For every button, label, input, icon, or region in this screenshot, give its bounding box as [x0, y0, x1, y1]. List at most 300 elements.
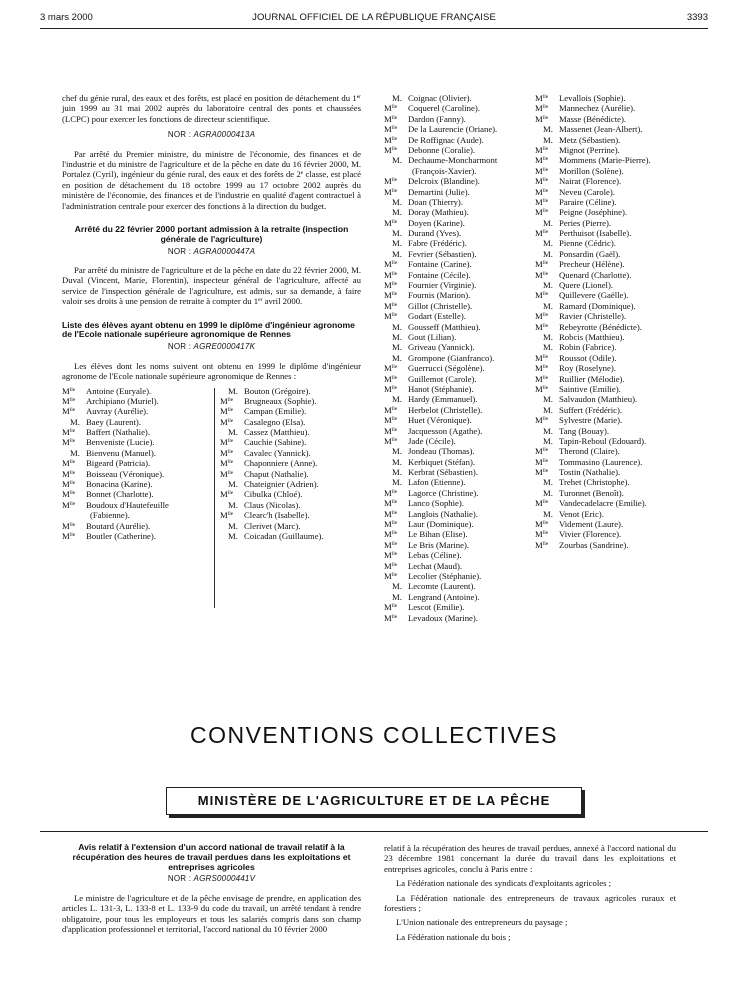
civility: $M^{lle}$ [384, 144, 398, 155]
student-name: Bienvenu (Manuel). [86, 447, 156, 458]
civility: $M^{lle}$ [384, 529, 398, 540]
list-item [384, 228, 524, 238]
student-name: Videment (Laure). [559, 519, 624, 530]
list-item [384, 114, 524, 124]
civility: M. [392, 321, 402, 332]
page-number: 3393 [686, 12, 708, 23]
list-item [62, 396, 212, 406]
list-item [384, 207, 524, 217]
student-name: Clerivet (Marc). [244, 520, 301, 531]
list-item [62, 479, 212, 489]
civility: $M^{lle}$ [384, 217, 398, 228]
civility: M. [543, 248, 553, 259]
civility: M. [392, 228, 402, 239]
list-item [384, 602, 524, 612]
nor-reference-3: NOR : AGRE0000417K [167, 342, 256, 352]
civility: $M^{lle}$ [384, 124, 398, 135]
arrete-retraite-heading: Arrêté du 22 février 2000 portant admission à la retraite (inspection générale de l'agriculture) [74, 224, 349, 244]
civility: $M^{lle}$ [535, 467, 549, 478]
list-item [535, 529, 675, 539]
civility: $M^{lle}$ [535, 196, 549, 207]
student-name: Demartini (Julie). [408, 186, 470, 197]
student-name: Guillemot (Carole). [408, 373, 477, 384]
list-item [384, 592, 524, 602]
student-name: Huet (Véronique). [408, 415, 472, 426]
student-name: Bigeard (Patricia). [86, 458, 151, 469]
student-name: Salvaudon (Matthieu). [559, 394, 638, 405]
civility: $M^{lle}$ [62, 489, 76, 500]
student-name: Fontaine (Carine). [408, 259, 472, 270]
eleves-list-a [62, 386, 212, 542]
list-item [535, 363, 675, 373]
student-name: Ramard (Dominique). [559, 300, 636, 311]
student-name: Fournis (Marion). [408, 290, 471, 301]
civility: M. [392, 446, 402, 457]
avis-party-1: La Fédération nationale des syndicats d'exploitants agricoles ; [396, 878, 612, 889]
student-name: Tommasino (Laurence). [559, 456, 643, 467]
civility: $M^{lle}$ [535, 165, 549, 176]
student-name: Hanot (Stéphanie). [408, 383, 474, 394]
civility: M. [543, 477, 553, 488]
civility: $M^{lle}$ [62, 427, 76, 438]
civility: $M^{lle}$ [535, 228, 549, 239]
avis-paragraph: Le ministre de l'agriculture et de la pêche envisage de prendre, en application des articles L. 131-3, L. 133-8 et L. 133-9 du code du travail, un arrêté tendant à rendre obligatoire, pour tous les employeurs et tous les salariés compris dans son champ d'application professionnel et territorial, l'accord national du 10 février 2000 [62, 892, 361, 935]
student-name: Fournier (Virginie). [408, 280, 477, 291]
list-item [62, 489, 212, 499]
list-item [220, 458, 360, 468]
student-name: Peigne (Joséphine). [559, 207, 628, 218]
civility: $M^{lle}$ [535, 155, 549, 166]
list-item [384, 249, 524, 259]
civility: $M^{lle}$ [384, 415, 398, 426]
civility: $M^{lle}$ [384, 311, 398, 322]
civility: M. [543, 425, 553, 436]
student-name: Kerbrat (Sébastien). [408, 467, 478, 478]
list-item [62, 417, 212, 427]
list-item [384, 353, 524, 363]
student-name: Langlois (Nathalie). [408, 508, 478, 519]
civility: $M^{lle}$ [384, 508, 398, 519]
civility: $M^{lle}$ [384, 383, 398, 394]
civility: M. [70, 447, 80, 458]
civility: M. [228, 499, 238, 510]
student-name: De Roffignac (Aude). [408, 134, 484, 145]
list-item [535, 384, 675, 394]
avis-heading: Avis relatif à l'extension d'un accord national de travail relatif à la récupération des heures de travail perdues dans les exploitations et entreprises agricoles [72, 842, 351, 872]
student-name: Fabre (Frédéric). [408, 238, 467, 249]
civility: M. [228, 385, 238, 396]
civility: $M^{lle}$ [535, 352, 549, 363]
student-name: Tapin-Reboul (Edouard). [559, 435, 647, 446]
list-item [220, 386, 360, 396]
student-name: Metz (Sébastien). [559, 134, 621, 145]
civility: $M^{lle}$ [535, 446, 549, 457]
list-item [220, 406, 360, 416]
student-name: Bonacina (Karine). [86, 479, 153, 490]
list-item [220, 489, 360, 499]
list-item [62, 500, 212, 510]
student-name: Lescot (Emilie). [408, 602, 465, 613]
student-name: Roy (Roselyne). [559, 363, 616, 374]
student-name: Lechat (Maud). [408, 560, 463, 571]
student-name: Cassez (Matthieu). [244, 427, 310, 438]
student-name: Quenard (Charlotte). [559, 269, 632, 280]
student-name: Suffert (Frédéric). [559, 404, 623, 415]
avis-continuation: relatif à la récupération des heures de travail perdues, annexé à l'accord national du 23 décembre 1981 concernant la durée du travail dans les exploitations et entreprises agricoles, conclu à Paris entre : [384, 843, 676, 874]
student-name: Bonnet (Charlotte). [86, 489, 154, 500]
civility: M. [392, 456, 402, 467]
student-name: Trehet (Christophe). [559, 477, 630, 488]
civility: M. [543, 217, 553, 228]
student-name: Tostin (Nathalie). [559, 467, 621, 478]
eleves-list-c [384, 93, 524, 623]
student-name: Doyen (Karine). [408, 217, 465, 228]
list-item [535, 249, 675, 259]
student-name: Laur (Dominique). [408, 519, 474, 530]
civility: M. [543, 280, 553, 291]
student-name: Baey (Laurent). [86, 416, 141, 427]
list-item [384, 436, 524, 446]
civility: $M^{lle}$ [384, 602, 398, 613]
civility: $M^{lle}$ [384, 290, 398, 301]
student-name: Gillot (Christelle). [408, 300, 473, 311]
list-item [535, 114, 675, 124]
list-item [535, 436, 675, 446]
list-item [384, 93, 524, 103]
list-item [62, 406, 212, 416]
civility: M. [543, 394, 553, 405]
student-name: Jade (Cécile). [408, 435, 456, 446]
list-item [384, 540, 524, 550]
student-name: Antoine (Euryale). [86, 385, 152, 396]
civility: M. [392, 342, 402, 353]
student-name: Cavalec (Yannick). [244, 447, 311, 458]
eleves-list-b [220, 386, 360, 542]
civility: $M^{lle}$ [384, 435, 398, 446]
list-item [220, 427, 360, 437]
student-name: Ruillier (Mélodie). [559, 373, 625, 384]
civility: $M^{lle}$ [62, 530, 76, 541]
list-item [62, 458, 212, 468]
civility: $M^{lle}$ [535, 373, 549, 384]
student-name: Venot (Eric). [559, 508, 604, 519]
list-item [384, 332, 524, 342]
list-item [384, 394, 524, 404]
student-name: Nairat (Florence). [559, 176, 622, 187]
list-item [384, 270, 524, 280]
civility: $M^{lle}$ [220, 447, 234, 458]
list-item [220, 437, 360, 447]
list-item [535, 405, 675, 415]
list-item [384, 197, 524, 207]
column-left [62, 93, 361, 616]
student-name: Neveu (Carole). [559, 186, 615, 197]
student-name: Sylvestre (Marie). [559, 415, 623, 426]
student-name: Clearc'h (Isabelle). [244, 510, 310, 521]
list-item [384, 467, 524, 477]
list-item [384, 301, 524, 311]
civility: $M^{lle}$ [384, 498, 398, 509]
student-name: Coignac (Olivier). [408, 93, 472, 103]
student-name: Lecolier (Stéphanie). [408, 570, 482, 581]
student-name: Doray (Mathieu). [408, 207, 469, 218]
section-title: CONVENTIONS COLLECTIVES [189, 722, 559, 748]
civility: $M^{lle}$ [220, 510, 234, 521]
list-item [384, 561, 524, 571]
student-name: Le Bris (Marine). [408, 539, 470, 550]
list-item [535, 135, 675, 145]
civility: $M^{lle}$ [535, 290, 549, 301]
list-item [384, 415, 524, 425]
list-item [535, 166, 675, 176]
civility: M. [392, 238, 402, 249]
civility: $M^{lle}$ [535, 176, 549, 187]
student-name: Levadoux (Marine). [408, 612, 478, 623]
student-name: Lengrand (Antoine). [408, 591, 480, 602]
civility: $M^{lle}$ [384, 113, 398, 124]
student-name: Casalegno (Elsa). [244, 416, 306, 427]
list-item [62, 469, 212, 479]
student-name: Precheur (Hélène). [559, 259, 625, 270]
liste-eleves-intro: Les élèves dont les noms suivent ont obtenu en 1999 le diplôme d'ingénieur agronome de l'Ecole nationale supérieure agronomique de Rennes : [62, 360, 361, 382]
civility: M. [392, 331, 402, 342]
civility: $M^{lle}$ [535, 456, 549, 467]
student-name: Boudoux d'Hautefeuille [86, 499, 169, 510]
civility: $M^{lle}$ [62, 385, 76, 396]
list-item [220, 417, 360, 427]
avis-party-2: La Fédération nationale des entrepreneurs de travaux agricoles ruraux et forestiers ; [384, 892, 676, 914]
civility: $M^{lle}$ [384, 487, 398, 498]
student-name: Paraire (Céline). [559, 196, 617, 207]
list-item [535, 488, 675, 498]
civility: $M^{lle}$ [220, 437, 234, 448]
list-item: (François-Xavier). [412, 165, 477, 176]
civility: $M^{lle}$ [62, 437, 76, 448]
student-name: Morillon (Solène). [559, 165, 624, 176]
list-item [535, 446, 675, 456]
list-item [535, 457, 675, 467]
student-name: Pienne (Cédric). [559, 238, 616, 249]
list-item [220, 510, 360, 520]
student-name: Turonnet (Benoît). [559, 487, 624, 498]
student-name: Baffert (Nathalie). [86, 427, 150, 438]
civility: $M^{lle}$ [535, 539, 549, 550]
student-name: Vandecadelacre (Emilie). [559, 498, 647, 509]
student-name: Campan (Emilie). [244, 406, 307, 417]
list-item [62, 386, 212, 396]
civility: $M^{lle}$ [535, 311, 549, 322]
student-name: Lagorce (Christine). [408, 487, 479, 498]
list-item [535, 176, 675, 186]
student-name: Fevrier (Sébastien). [408, 248, 477, 259]
eleves-list-block [62, 386, 361, 616]
civility: $M^{lle}$ [384, 425, 398, 436]
civility: M. [543, 134, 553, 145]
civility: M. [392, 207, 402, 218]
student-name: Dardon (Fanny). [408, 113, 466, 124]
nor-reference-2: NOR : AGRA0000447A [167, 246, 256, 256]
civility: $M^{lle}$ [535, 144, 549, 155]
student-name: Roussot (Odile). [559, 352, 617, 363]
civility: $M^{lle}$ [384, 539, 398, 550]
list-item [384, 405, 524, 415]
eleves-list-d [535, 93, 675, 550]
civility: $M^{lle}$ [535, 363, 549, 374]
civility: $M^{lle}$ [62, 499, 76, 510]
civility: $M^{lle}$ [535, 103, 549, 114]
list-item [384, 311, 524, 321]
list-item [535, 415, 675, 425]
civility: $M^{lle}$ [384, 612, 398, 623]
list-item [384, 124, 524, 134]
list-item [384, 509, 524, 519]
student-name: Guerrucci (Ségolène). [408, 363, 485, 374]
list-item [535, 228, 675, 238]
nor-reference-4: NOR : AGRS0000441V [167, 874, 256, 884]
civility: $M^{lle}$ [384, 550, 398, 561]
student-name: Herbelot (Christelle). [408, 404, 483, 415]
list-item [62, 521, 212, 531]
student-name: Tang (Bouay). [559, 425, 610, 436]
student-name: Dechaume-Moncharmont [408, 155, 498, 166]
student-name: Delcroix (Blandine). [408, 176, 480, 187]
student-name: Griveau (Yannick). [408, 342, 475, 353]
list-item [384, 613, 524, 623]
list-item [384, 155, 524, 165]
student-name: Levallois (Sophie). [559, 93, 626, 103]
student-name: Cauchie (Sabine). [244, 437, 307, 448]
list-item [384, 457, 524, 467]
intro-paragraph: chef du génie rural, des eaux et des forêts, est placé en position de détachement du 1er juin 1999 au 31 mai 2002 auprès du laboratoire central des ponts et chaussées (LCPC) pour exercer les fonctions de directeur scientifique. [62, 93, 361, 124]
student-name: Coicadan (Guillaume). [244, 530, 324, 541]
civility: $M^{lle}$ [220, 406, 234, 417]
civility: $M^{lle}$ [384, 570, 398, 581]
student-name: Robcis (Matthieu). [559, 331, 625, 342]
student-name: Fontaine (Cécile). [408, 269, 471, 280]
list-item [384, 571, 524, 581]
list-item [384, 426, 524, 436]
list-item [535, 155, 675, 165]
civility: $M^{lle}$ [384, 134, 398, 145]
list-item [384, 259, 524, 269]
list-item [535, 207, 675, 217]
student-name: Jacquesson (Agathe). [408, 425, 483, 436]
civility: $M^{lle}$ [220, 468, 234, 479]
civility: $M^{lle}$ [535, 415, 549, 426]
civility: M. [543, 238, 553, 249]
nor-reference-1: NOR : AGRA0000413A [167, 130, 256, 140]
list-item [535, 394, 675, 404]
column-middle [384, 93, 524, 623]
list-item [384, 342, 524, 352]
arrete-duval-paragraph: Par arrêté du ministre de l'agriculture et de la pêche en date du 22 février 2000, M. Duval (Vincent, Marie, Florentin), inspecteur général de l'agriculture, affecté au service de l'inspection générale de l'agriculture, est admis, sur sa demande, à faire valoir ses droits à une pension de retraite à compter du 1er avril 2000. [62, 265, 361, 307]
student-name: Peries (Pierre). [559, 217, 612, 228]
list-item: (Fabienne). [90, 510, 130, 521]
list-item [220, 448, 360, 458]
list-item [535, 238, 675, 248]
student-name: Boisseau (Véronique). [86, 468, 165, 479]
civility: $M^{lle}$ [62, 468, 76, 479]
list-item [220, 521, 360, 531]
civility: $M^{lle}$ [535, 321, 549, 332]
section-rule [40, 831, 708, 832]
civility: $M^{lle}$ [220, 395, 234, 406]
list-item [384, 477, 524, 487]
student-name: Gousseff (Matthieu). [408, 321, 481, 332]
student-name: Doan (Thierry). [408, 196, 463, 207]
student-name: Lafon (Etienne). [408, 477, 466, 488]
civility: $M^{lle}$ [384, 363, 398, 374]
student-name: Le Bihan (Elise). [408, 529, 468, 540]
civility: M. [543, 435, 553, 446]
civility: $M^{lle}$ [535, 93, 549, 103]
list-item [535, 93, 675, 103]
civility: M. [392, 196, 402, 207]
header-rule [40, 28, 708, 29]
list-item [384, 550, 524, 560]
list-item [535, 301, 675, 311]
student-name: Vivier (Florence). [559, 529, 622, 540]
civility: $M^{lle}$ [384, 300, 398, 311]
avis-party-4: La Fédération nationale du bois ; [396, 931, 511, 942]
list-item [535, 353, 675, 363]
student-name: Rebeyrotte (Bénédicte). [559, 321, 642, 332]
student-name: Coquerel (Caroline). [408, 103, 480, 114]
civility: M. [228, 520, 238, 531]
list-item [220, 531, 360, 541]
civility: $M^{lle}$ [384, 519, 398, 530]
list-item [535, 197, 675, 207]
list-item [384, 374, 524, 384]
list-item [384, 488, 524, 498]
student-name: Therond (Claire). [559, 446, 620, 457]
civility: $M^{lle}$ [384, 560, 398, 571]
list-item [535, 540, 675, 550]
student-name: Chaput (Nathalie). [244, 468, 309, 479]
civility: $M^{lle}$ [384, 186, 398, 197]
civility: M. [543, 342, 553, 353]
civility: $M^{lle}$ [384, 176, 398, 187]
student-name: Mannechez (Aurélie). [559, 103, 636, 114]
list-item [384, 519, 524, 529]
student-name: Bouton (Grégoire). [244, 385, 311, 396]
list-item [535, 311, 675, 321]
list-item [535, 509, 675, 519]
list-item [384, 322, 524, 332]
student-name: Quillevere (Gaëlle). [559, 290, 629, 301]
student-name: Massenet (Jean-Albert). [559, 124, 643, 135]
list-item [535, 280, 675, 290]
page-header [40, 12, 708, 28]
civility: $M^{lle}$ [62, 520, 76, 531]
civility: M. [392, 93, 402, 103]
student-name: Godart (Estelle). [408, 311, 466, 322]
civility: $M^{lle}$ [535, 383, 549, 394]
list-item [535, 145, 675, 155]
student-name: Perthuisot (Isabelle). [559, 228, 632, 239]
student-name: Claus (Nicolas). [244, 499, 301, 510]
list-item [535, 124, 675, 134]
avis-party-3: L'Union nationale des entrepreneurs du paysage ; [396, 917, 568, 928]
list-item [220, 469, 360, 479]
list-item [384, 446, 524, 456]
list-item [535, 519, 675, 529]
list-item [535, 103, 675, 113]
list-item [535, 477, 675, 487]
list-item [62, 531, 212, 541]
list-item [384, 529, 524, 539]
column-divider [214, 388, 215, 608]
